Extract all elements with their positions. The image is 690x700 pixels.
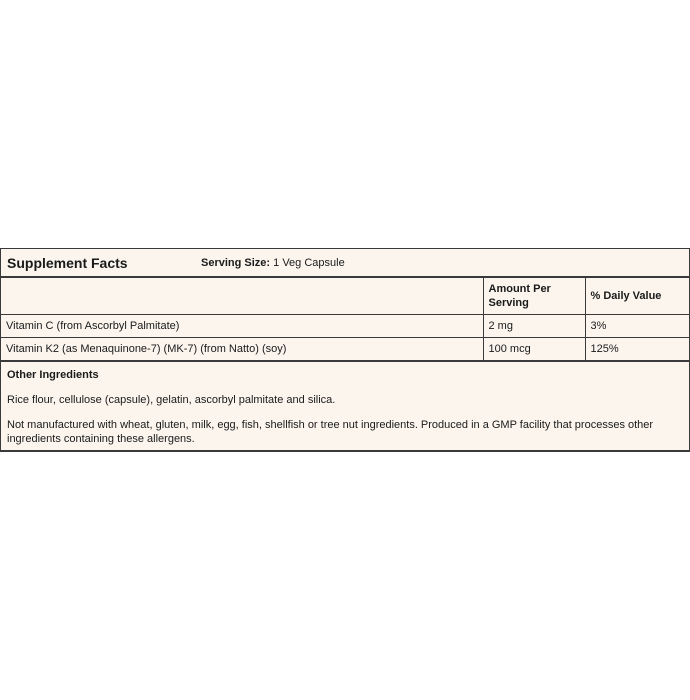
nutrient-daily-value: 3%: [585, 315, 689, 338]
ingredients-text: Rice flour, cellulose (capsule), gelatin, ascorbyl palmitate and silica.: [7, 394, 336, 406]
nutrient-name: Vitamin K2 (as Menaquinone-7) (MK-7) (from Natto) (soy): [1, 338, 483, 362]
serving-size: [201, 257, 345, 269]
panel-title: Supplement Facts: [7, 254, 128, 271]
allergen-note: Not manufactured with wheat, gluten, milk, egg, fish, shellfish or tree nut ingredients. Produced in a GMP facility that processes other ingredients containing these allergens.: [7, 419, 654, 445]
supplement-facts-panel: [0, 248, 690, 452]
header-nutrient: [1, 278, 483, 315]
nutrient-amount: 100 mcg: [483, 338, 585, 362]
header-daily-value: % Daily Value: [585, 278, 689, 315]
title-row: [1, 249, 689, 278]
facts-table: [1, 278, 689, 362]
serving-size-value: 1 Veg Capsule: [273, 256, 345, 269]
table-row: [1, 315, 689, 338]
other-ingredients-heading: Other Ingredients: [7, 369, 99, 381]
serving-size-label: Serving Size:: [201, 256, 271, 269]
nutrient-amount: 2 mg: [483, 315, 585, 338]
header-amount: Amount Per Serving: [483, 278, 585, 315]
nutrient-name: Vitamin C (from Ascorbyl Palmitate): [1, 315, 483, 338]
header-row: [1, 278, 689, 315]
nutrient-daily-value: 125%: [585, 338, 689, 362]
table-row: [1, 338, 689, 362]
other-ingredients-section: [1, 362, 689, 450]
